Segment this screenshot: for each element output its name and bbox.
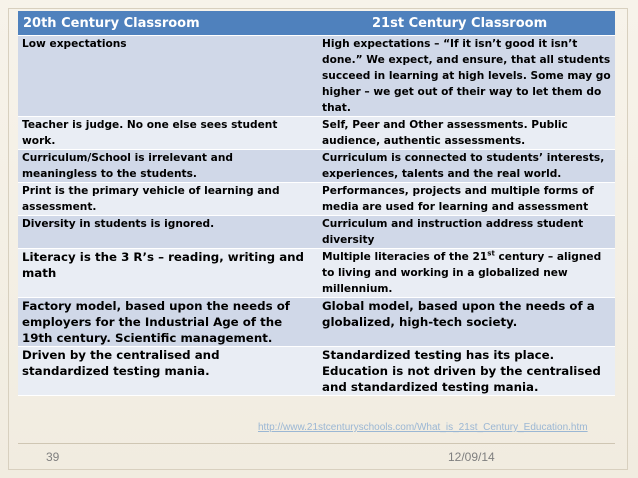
table-row: [18, 150, 615, 183]
table-row: [18, 249, 615, 298]
table-row: [18, 36, 615, 117]
cell-20th: Driven by the centralised and standardized testing mania.: [18, 347, 314, 396]
cell-21st: Self, Peer and Other assessments. Public audience, authentic assessments.: [314, 117, 615, 150]
table-row: [18, 298, 615, 347]
cell-21st: Standardized testing has its place. Education is not driven by the centralised and standardized testing mania.: [314, 347, 615, 396]
header-21st-century: 21st Century Classroom: [314, 11, 615, 36]
cell-20th: Curriculum/School is irrelevant and meaningless to the students.: [18, 150, 314, 183]
page-number: 39: [46, 450, 60, 464]
cell-20th: Low expectations: [18, 36, 314, 117]
cell-20th: Factory model, based upon the needs of employers for the Industrial Age of the 19th century. Scientific management.: [18, 298, 314, 347]
cell-21st: Curriculum is connected to students’ interests, experiences, talents and the real world.: [314, 150, 615, 183]
cell-21st: Curriculum and instruction address student diversity: [314, 216, 615, 249]
cell-20th: Teacher is judge. No one else sees student work.: [18, 117, 314, 150]
comparison-table: [18, 11, 615, 396]
table-row: [18, 347, 615, 396]
footer-divider: [18, 443, 615, 444]
cell-21st: [314, 249, 615, 298]
slide-date: 12/09/14: [448, 450, 495, 464]
cell-20th: Print is the primary vehicle of learning and assessment.: [18, 183, 314, 216]
table-row: [18, 117, 615, 150]
cell-21st: Global model, based upon the needs of a globalized, high-tech society.: [314, 298, 615, 347]
cell-21st-text-end: century – aligned to living and working in a globalized new millennium.: [322, 251, 602, 295]
cell-21st: High expectations – “If it isn’t good it isn’t done.” We expect, and ensure, that all students succeed in learning at high levels. Some may go higher – we get out of their way to let them do that.: [314, 36, 615, 117]
cell-21st-text-start: Multiple literacies of the 21: [322, 251, 488, 263]
header-20th-century: 20th Century Classroom: [18, 11, 314, 36]
table-row: [18, 216, 615, 249]
table-row: [18, 183, 615, 216]
cell-21st: Performances, projects and multiple forms of media are used for learning and assessment: [314, 183, 615, 216]
source-link[interactable]: http://www.21stcenturyschools.com/What_is_21st_Century_Education.htm: [258, 422, 588, 433]
header-row: [18, 11, 615, 36]
cell-20th: Diversity in students is ignored.: [18, 216, 314, 249]
ordinal-suffix: st: [487, 249, 495, 258]
cell-20th: Literacy is the 3 R’s – reading, writing and math: [18, 249, 314, 298]
